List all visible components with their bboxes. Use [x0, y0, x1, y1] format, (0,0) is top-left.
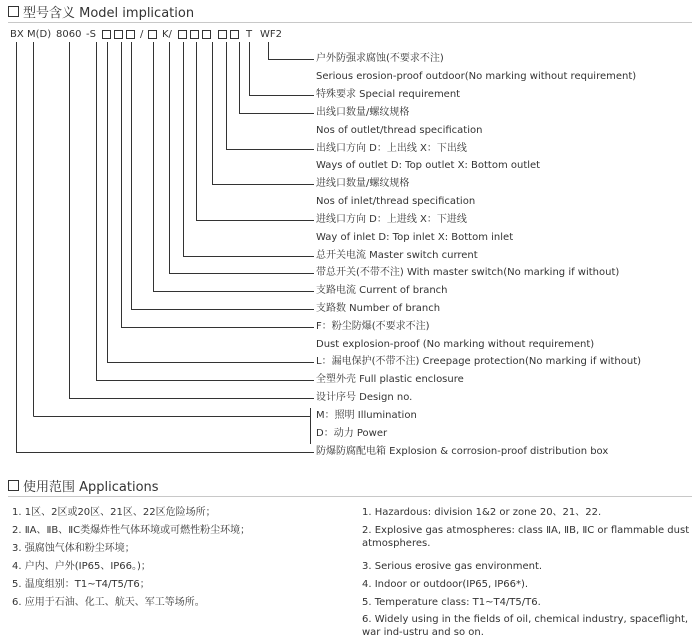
- desc-line: M：照明 Illumination: [316, 410, 417, 421]
- desc-line: Serious erosion-proof outdoor(No marking without requirement): [316, 71, 637, 82]
- desc-line: Nos of outlet/thread specification: [316, 125, 483, 136]
- desc-line: 支路电流 Current of branch: [316, 285, 448, 296]
- desc-line: Dust explosion-proof (No marking without requirement): [316, 339, 595, 350]
- app-en-item: 2. Explosive gas atmospheres: class ⅡA, ⅡB, ⅡC or flammable dust atmospheres.: [362, 525, 690, 549]
- app-cn-item: 4. 户内、户外(IP65、IP66。)；: [12, 561, 151, 572]
- app-en-item: 5. Temperature class: T1~T4/T5/T6.: [362, 597, 541, 608]
- desc-line: 防爆防腐配电箱 Explosion & corrosion-proof distribution box: [316, 446, 609, 457]
- divider: [8, 496, 692, 497]
- desc-line: 特殊要求 Special requirement: [316, 89, 461, 100]
- app-cn-item: 3. 强腐蚀气体和粉尘环境；: [12, 543, 135, 554]
- desc-line: 总开关电流 Master switch current: [316, 250, 478, 261]
- desc-line: 带总开关(不带不注) With master switch(No marking if without): [316, 267, 620, 278]
- desc-line: 支路数 Number of branch: [316, 303, 441, 314]
- applications-title-text: 使用范围 Applications: [23, 480, 159, 495]
- desc-line: Ways of outlet D: Top outlet X: Bottom outlet: [316, 160, 541, 171]
- desc-line: 全塑外壳 Full plastic enclosure: [316, 374, 464, 385]
- desc-line: Way of inlet D: Top inlet X: Bottom inlet: [316, 232, 514, 243]
- code-part-md: M(D): [27, 29, 52, 40]
- app-en-item: 6. Widely using in the fields of oil, chemical industry, spaceflight, war ind-ustru and so on.: [362, 614, 689, 638]
- desc-line: D：动力 Power: [316, 428, 388, 439]
- code-part-bx: BX: [10, 29, 24, 40]
- desc-line: Nos of inlet/thread specification: [316, 196, 476, 207]
- desc-line: 进线口方向 D：上进线 X：下进线: [316, 214, 467, 225]
- desc-line: 出线口数量/螺纹规格: [316, 107, 410, 118]
- desc-line: F：粉尘防爆(不要求不注): [316, 321, 430, 332]
- app-en-item: 4. Indoor or outdoor(IP65, IP66*).: [362, 579, 529, 590]
- code-part-slash: /: [140, 29, 144, 40]
- desc-line: 出线口方向 D：上出线 X：下出线: [316, 143, 467, 154]
- model-title-text: 型号含义 Model implication: [23, 6, 195, 21]
- square-icon: [8, 480, 19, 491]
- desc-line: L：漏电保护(不带不注) Creepage protection(No marking if without): [316, 356, 642, 367]
- app-en-item: 1. Hazardous: division 1&2 or zone 20、21、22.: [362, 507, 602, 518]
- code-part-t: T: [246, 29, 253, 40]
- app-en-item: 3. Serious erosive gas environment.: [362, 561, 543, 572]
- code-part-k: K/: [162, 29, 172, 40]
- code-part-wf2: WF2: [260, 29, 283, 40]
- app-cn-item: 6. 应用于石油、化工、航天、军工等场所。: [12, 597, 205, 608]
- desc-line: 设计序号 Design no.: [316, 392, 413, 403]
- code-part-s: -S: [86, 29, 96, 40]
- app-cn-item: 2. ⅡA、ⅡB、ⅡC类爆炸性气体环境或可燃性粉尘环境；: [12, 525, 251, 536]
- app-cn-item: 1. 1区、2区或20区、21区、22区危险场所；: [12, 507, 216, 518]
- desc-line: 进线口数量/螺纹规格: [316, 178, 410, 189]
- desc-line: 户外防强求腐蚀(不要求不注): [316, 53, 444, 64]
- code-part-series: 8060: [56, 29, 82, 40]
- applications-section-title: [8, 476, 159, 495]
- app-cn-item: 5. 温度组别：T1~T4/T5/T6；: [12, 579, 150, 590]
